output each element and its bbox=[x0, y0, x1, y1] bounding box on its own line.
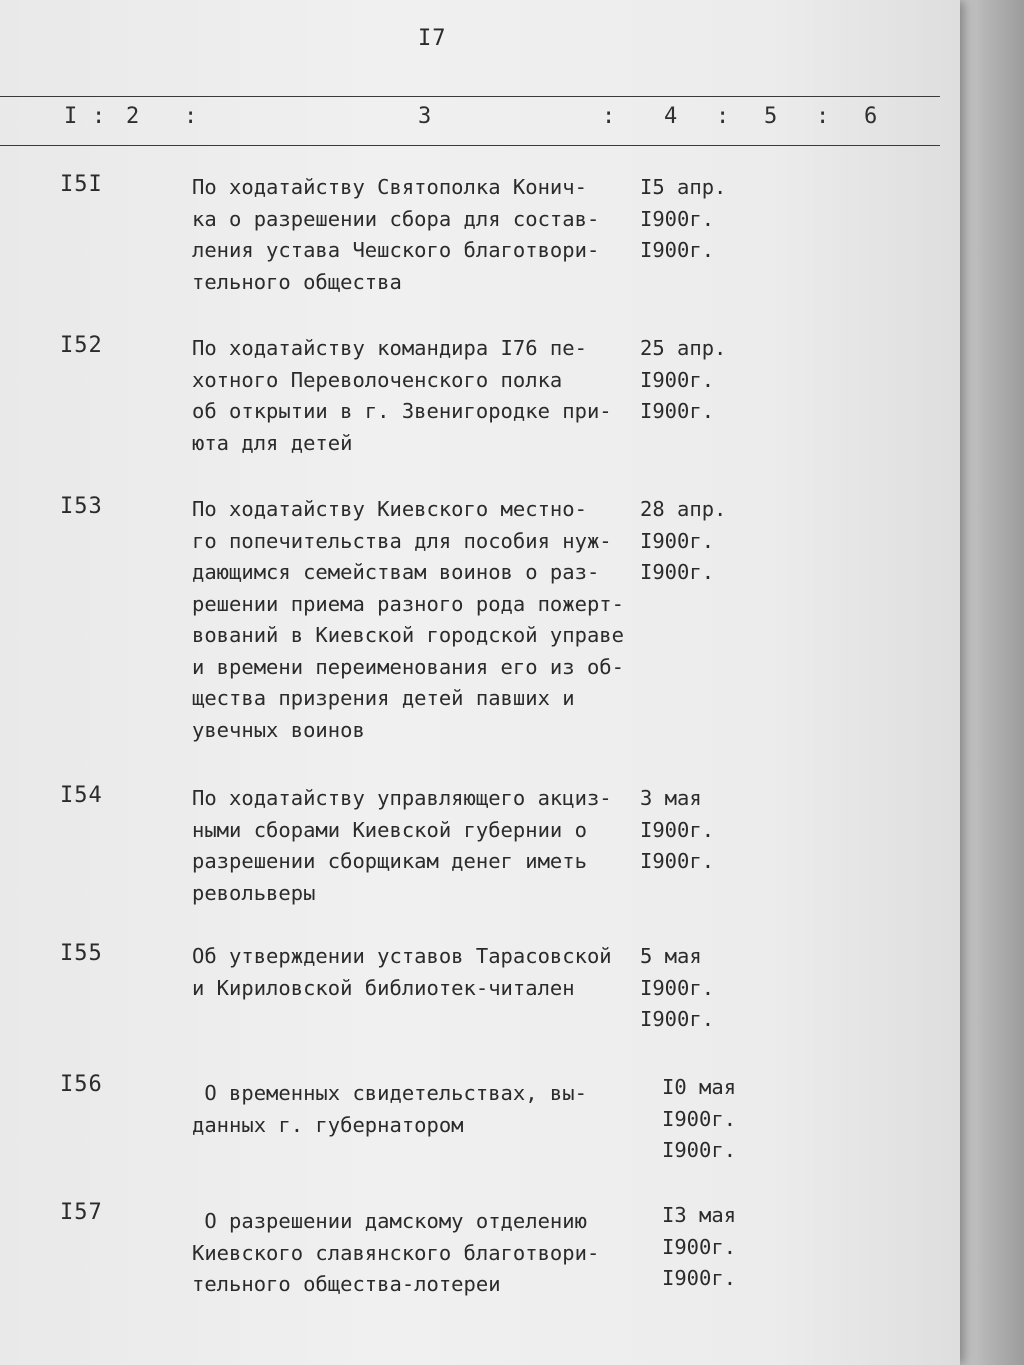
column-header-4: 4 bbox=[664, 104, 678, 129]
entry-description bbox=[192, 1078, 587, 1141]
description-line: и времени переименования его из об- bbox=[192, 654, 624, 679]
date-line: I900г. bbox=[640, 238, 715, 262]
entry-number: I55 bbox=[60, 941, 103, 966]
description-line: щества призрения детей павших и bbox=[192, 686, 575, 710]
entry-dates bbox=[640, 941, 714, 1036]
header-rule-bottom bbox=[0, 145, 940, 146]
entry-description bbox=[192, 172, 599, 298]
date-line: I900г. bbox=[662, 1266, 737, 1290]
date-line: 28 апр. bbox=[640, 497, 727, 521]
description-line: По ходатайству командира I76 пе- bbox=[192, 336, 587, 360]
entry-description bbox=[192, 494, 624, 746]
description-line: дающимся семействам воинов о раз- bbox=[192, 560, 600, 584]
description-line: ления устава Чешского благотвори- bbox=[192, 238, 600, 262]
date-line: I900г. bbox=[640, 528, 715, 553]
description-line: го попечительства для пособия нуж- bbox=[192, 528, 612, 553]
entry-dates bbox=[640, 783, 714, 878]
column-header-2: 2 bbox=[126, 104, 140, 129]
date-line: 3 мая bbox=[640, 786, 702, 810]
date-line: I900г. bbox=[640, 849, 715, 873]
description-line: По ходатайству Святополка Конич- bbox=[192, 175, 587, 199]
description-line: Киевского славянского благотвори- bbox=[192, 1240, 600, 1265]
entry-number: I53 bbox=[60, 494, 103, 519]
entry-number: I57 bbox=[60, 1200, 103, 1225]
description-line: револьверы bbox=[192, 880, 316, 905]
date-line: I900г. bbox=[662, 1106, 737, 1131]
date-line: I900г. bbox=[640, 367, 715, 392]
date-line: 5 мая bbox=[640, 944, 702, 968]
entry-dates bbox=[662, 1072, 736, 1167]
entry-description bbox=[192, 1206, 599, 1301]
entry-number: I5I bbox=[60, 172, 103, 197]
entry-number: I56 bbox=[60, 1072, 103, 1097]
column-separator: : bbox=[716, 104, 730, 129]
column-separator: : bbox=[602, 104, 616, 129]
description-line: данных г. губернатором bbox=[192, 1112, 464, 1137]
entry-number: I52 bbox=[60, 333, 103, 358]
description-line: О временных свидетельствах, вы- bbox=[192, 1081, 587, 1105]
date-line: I900г. bbox=[640, 975, 715, 1000]
date-line: I900г. bbox=[662, 1234, 737, 1259]
description-line: хотного Переволоченского полка bbox=[192, 367, 563, 392]
date-line: I900г. bbox=[640, 1007, 715, 1031]
entry-description bbox=[192, 333, 612, 459]
entry-number: I54 bbox=[60, 783, 103, 808]
description-line: вований в Киевской городской управе bbox=[192, 623, 624, 647]
entry-description bbox=[192, 941, 612, 1004]
date-line: I900г. bbox=[640, 399, 715, 423]
date-line: I5 апр. bbox=[640, 175, 727, 199]
date-line: I3 мая bbox=[662, 1203, 737, 1227]
entry-dates bbox=[640, 494, 726, 589]
description-line: решении приема разного рода пожерт- bbox=[192, 591, 624, 616]
description-line: ка о разрешении сбора для состав- bbox=[192, 206, 600, 231]
entry-dates bbox=[640, 333, 726, 428]
column-separator: : bbox=[92, 104, 106, 129]
description-line: об открытии в г. Звенигородке при- bbox=[192, 399, 612, 423]
description-line: юта для детей bbox=[192, 430, 353, 455]
next-page-edge bbox=[960, 0, 1024, 1365]
description-line: тельного общества-лотереи bbox=[192, 1272, 501, 1296]
description-line: увечных воинов bbox=[192, 717, 365, 742]
column-header-3: 3 bbox=[418, 104, 432, 129]
date-line: I900г. bbox=[640, 206, 715, 231]
column-separator: : bbox=[816, 104, 830, 129]
date-line: I0 мая bbox=[662, 1075, 737, 1099]
entry-dates bbox=[640, 172, 726, 267]
description-line: По ходатайству управляющего акциз- bbox=[192, 786, 612, 810]
column-header-5: 5 bbox=[764, 104, 778, 129]
description-line: Об утверждении уставов Тарасовской bbox=[192, 944, 612, 968]
description-line: и Кириловской библиотек-читален bbox=[192, 975, 575, 1000]
column-separator: : bbox=[184, 104, 198, 129]
column-header-1: I bbox=[64, 104, 78, 129]
header-rule-top bbox=[0, 96, 940, 97]
date-line: 25 апр. bbox=[640, 336, 727, 360]
entry-dates bbox=[662, 1200, 736, 1295]
date-line: I900г. bbox=[640, 817, 715, 842]
description-line: тельного общества bbox=[192, 269, 402, 294]
date-line: I900г. bbox=[662, 1138, 737, 1162]
description-line: разрешении сборщикам денег иметь bbox=[192, 849, 587, 873]
column-header-6: 6 bbox=[864, 104, 878, 129]
description-line: О разрешении дамскому отделению bbox=[192, 1209, 587, 1233]
description-line: По ходатайству Киевского местно- bbox=[192, 497, 587, 521]
date-line: I900г. bbox=[640, 560, 715, 584]
entry-description bbox=[192, 783, 612, 909]
description-line: ными сборами Киевской губернии о bbox=[192, 817, 587, 842]
page-number: I7 bbox=[418, 26, 447, 51]
